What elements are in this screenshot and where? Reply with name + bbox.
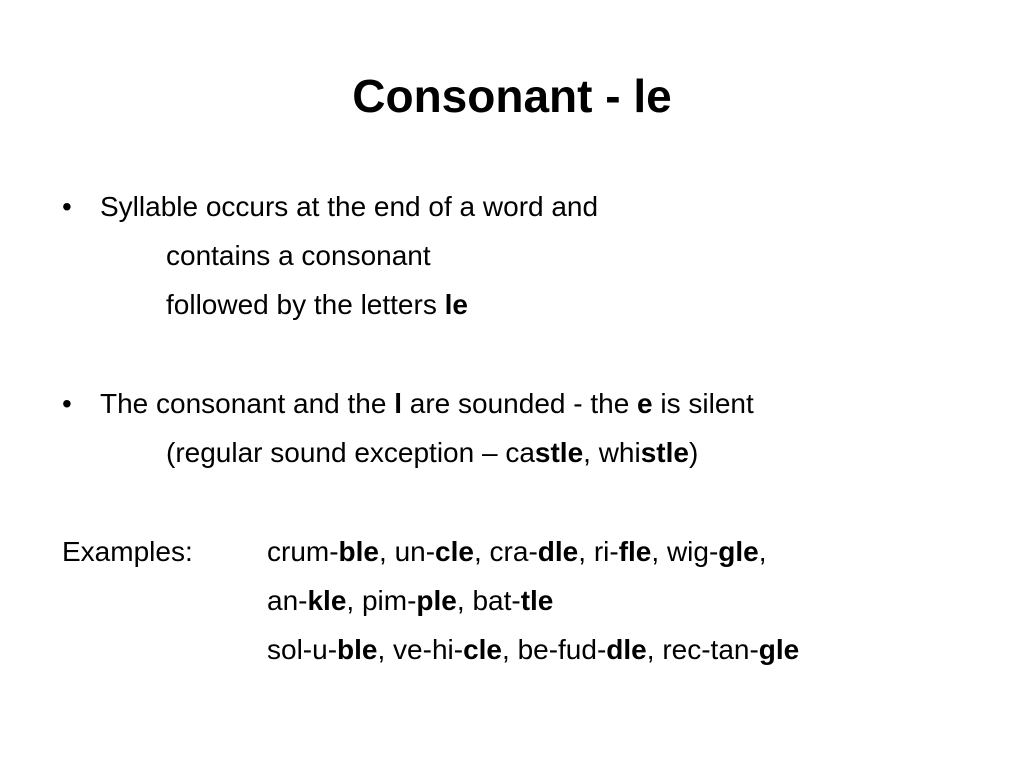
example-word: ri-fle, [593, 536, 667, 567]
bullet2-bold: l [394, 388, 402, 419]
bullet1-line3-text: followed by the letters [166, 289, 445, 320]
bullet2-bold: e [637, 388, 653, 419]
bullet2-text: is silent [652, 388, 754, 419]
example-word: bat-tle [472, 585, 554, 616]
exception-bold: stle [640, 437, 689, 468]
example-word: pim-ple, [361, 585, 473, 616]
slide-title: Consonant - le [352, 70, 672, 122]
example-word: cra-dle, [489, 536, 594, 567]
examples-row [267, 535, 767, 569]
example-word: rec-tan-gle [662, 634, 800, 665]
bullet2-text: are sounded - the [402, 388, 638, 419]
examples-row [267, 584, 553, 618]
example-word: wig-gle, [666, 536, 767, 567]
bullet2-line2 [166, 436, 698, 470]
example-word: sol-u-ble, [267, 634, 394, 665]
example-word: ve-hi-cle, [393, 634, 518, 665]
bullet1-line1: Syllable occurs at the end of a word and [100, 191, 599, 222]
examples-label: Examples: [62, 536, 193, 567]
bullet-marker: • [62, 191, 72, 222]
example-word: an-kle, [267, 585, 362, 616]
bullet-marker: • [62, 388, 72, 419]
bullet2-line1 [100, 387, 754, 421]
bullet1-line3-bold: le [444, 289, 468, 320]
bullet2-text: The consonant and the [100, 388, 395, 419]
bullet1-line3 [166, 288, 468, 322]
examples-row [267, 633, 799, 667]
exception-bold: stle [534, 437, 584, 468]
exception-text: , whi [583, 437, 641, 468]
exception-text: ) [688, 437, 699, 468]
example-word: un-cle, [394, 536, 490, 567]
bullet1-line2: contains a consonant [166, 240, 431, 271]
exception-text: (regular sound exception – ca [166, 437, 535, 468]
example-word: be-fud-dle, [517, 634, 663, 665]
example-word: crum-ble, [267, 536, 395, 567]
